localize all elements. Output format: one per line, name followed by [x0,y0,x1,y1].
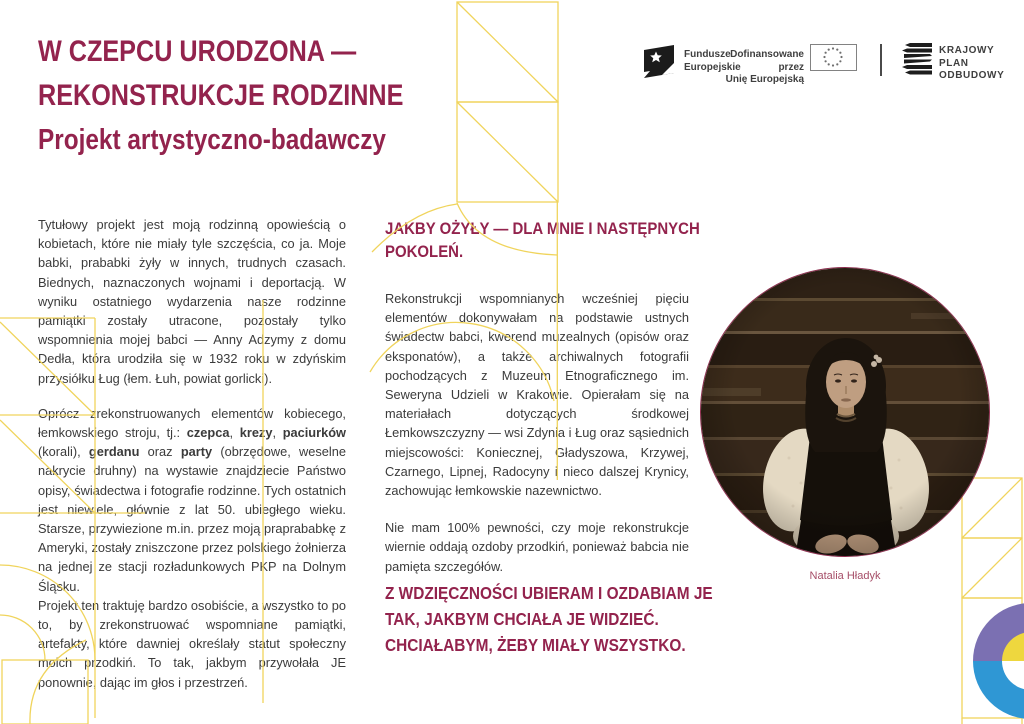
left-paragraph-2: Oprócz zrekonstruowanych elementów kobiecego, łemkowskiego stroju, tj.: czepca, krezy, paciurków (korali), gerdanu oraz party (obrzędowe, weselne nakrycie druhny) na wystawie znajdziecie Państwo opisy, świadectwa i fotografie rodzinne. Tych ostatnich jest niewiele, głównie z lat 50. ubiegłego wieku. Starsze, przywiezione m.in. przez moją praprababkę z Ameryki, zostały zniszczone przez polskiego żołnierza na jednej ze stacji rozładunkowych PKP na Dolnym Śląsku. [38,405,346,594]
closing-statement: Z WDZIĘCZNOŚCI UBIERAM I OZDABIAM JE TAK, JAKBYM CHCIAŁA JE WIDZIEĆ. CHCIAŁABYM, ŻEBY MIAŁY WSZYSTKO. [385,582,713,655]
kpo-label: KRAJOWY PLAN ODBUDOWY [939,45,1005,81]
title-line-2: REKONSTRUKCJE RODZINNE [38,79,404,112]
portrait-illustration [701,268,990,557]
portrait-photo [700,267,990,557]
eu-funds-label: Fundusze Europejskie [684,49,741,73]
middle-paragraph-2: Nie mam 100% pewności, czy moje rekonstrukcje wiernie oddają ozdoby przodkiń, ponieważ babcia nie pamięta szczegółów. [385,520,689,574]
cofunded-label: Dofinansowane przez Unię Europejską [725,49,804,85]
title-line-3: Projekt artystyczno-badawczy [38,124,386,156]
middle-paragraph-1: Rekonstrukcji wspomnianych wcześniej pięciu elementów dokonywałam na podstawie ustnych świadectw babci, kwerend muzealnych (opisów oraz eksponatów), a także archiwalnych fotografii pochodzących z Muzeum Etnograficznego im. Seweryna Udzieli w Krakowie. Opierałam się na materiałach dotyczących środkowej Łemkowszczyzny — wsi Zdynia i Ług oraz sąsiednich miejscowości: Koniecznej, Gładyszowa, Krzywej, Czarnego, Lipnej, Radocyny i nieco dalszej Krynicy, zachowując łemkowskie nazewnictwo. [385,291,689,499]
left-paragraph-1: Tytułowy projekt jest moją rodzinną opowieścią o kobietach, które nie miały tyle szczęścia, co ja. Moje babki, prababki żyły w innych, trudnych czasach. Biednych, naznaczonych wojnami i deportacją. W wyniku ostatniego wydarzenia nasze rodzinne pamiątki zostały utracone, pozostały tylko wspomnienia mojej babci — Anny Adzymy z domu Dedła, która urodziła się w 1932 roku w zdyńskim przysiółku Ług (łem. Łuh, powiat gorlicki). [38,217,346,386]
title-line-1: W CZEPCU URODZONA — [38,35,357,68]
left-paragraph-3: Projekt ten traktuję bardzo osobiście, a wszystko to po to, by zrekonstruować wspomniane pamiątki, artefakty, które dawniej określały statut społeczny moich przodkiń. To tak, jakbym przywołała JE ponownie, dając im głos i przestrzeń. [38,597,346,690]
section-heading: JAKBY OŻYŁY — DLA MNIE I NASTĘPNYCH POKOLEŃ. [385,219,700,261]
photo-caption: Natalia Hładyk [809,570,881,582]
